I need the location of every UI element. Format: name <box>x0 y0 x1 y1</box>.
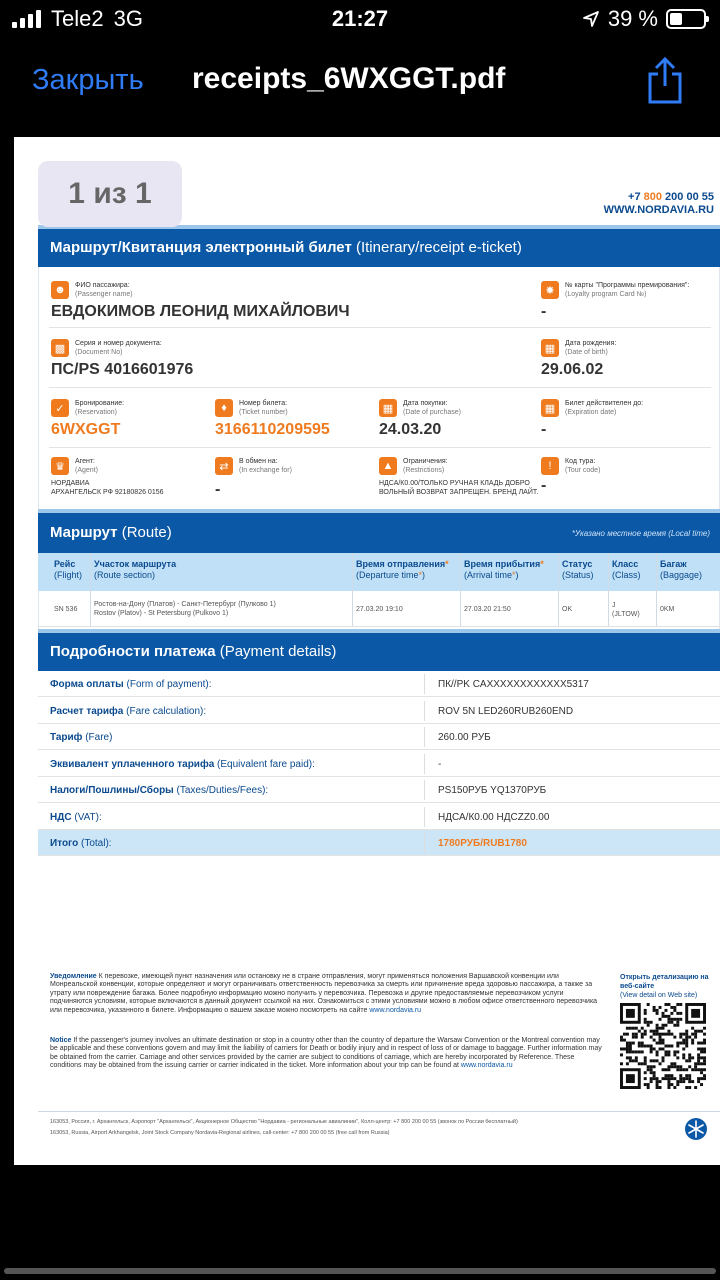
notice-ru: Уведомление К перевозке, имеющей пункт назначения или остановку не в стране отправления, могут применяться положения Варшавской конвенции или Монреальской конвенции, которые определяют и могут ограничивать ответственность перевозчика за смерть или причинение вреда здоровью пассажира, а также за утрату или повреждение багажа. Более подробную информацию можно получить у перевозчика. Перевозка и другие предоставляемые перевозчиком услуги подчиняются условиям, которые включаются в данный документ ссылкой на них. Ознакомиться с этими условиями можно в любом офисе ответственного перевозчика или перевозчика, указанного в билете. Информацию о вашем заказе можно посмотреть на сайте www.nordavia.ru <box>50 973 598 1014</box>
route-col-section: Участок маршрута (Route section) <box>94 559 177 580</box>
snowflake-logo-icon <box>684 1117 708 1141</box>
payment-value: ROV 5N LED260RUB260END <box>438 705 574 717</box>
share-icon[interactable] <box>644 56 686 106</box>
page-indicator: 1 из 1 <box>38 161 182 227</box>
document-title: receipts_6WXGGT.pdf <box>192 62 506 95</box>
passenger-name: ЕВДОКИМОВ ЛЕОНИД МИХАЙЛОВИЧ <box>51 303 350 320</box>
location-arrow-icon <box>582 10 600 28</box>
agent-value: НОРДАВИА АРХАНГЕЛЬСК РФ 92180826 0156 <box>51 480 164 496</box>
home-indicator[interactable] <box>4 1268 716 1274</box>
booking-class: J (JLTOW) <box>612 602 640 618</box>
payment-label: Налоги/Пошлины/Сборы (Taxes/Duties/Fees): <box>50 785 269 796</box>
payment-row <box>38 777 720 803</box>
star-burst-icon: ✸ <box>541 281 559 299</box>
payment-value: 260.00 РУБ <box>438 732 491 743</box>
status-bar <box>0 0 720 40</box>
expiration-date: - <box>541 421 547 438</box>
table-row <box>38 591 720 627</box>
shuffle-icon: ⇄ <box>215 457 233 475</box>
ticket-icon: ♦ <box>215 399 233 417</box>
ticket-number: 3166110209595 <box>215 421 330 438</box>
payment-row <box>38 671 720 697</box>
payment-label: Эквивалент уплаченного тарифа (Equivalent fare paid): <box>50 758 315 770</box>
itinerary-title: Маршрут/Квитанция электронный билет (Itinerary/receipt e-ticket) <box>38 229 720 267</box>
payment-label: Форма оплаты (Form of payment): <box>50 679 212 690</box>
footer-ru: 163053, Россия, г. Архангельск, Аэропорт "Архангельск", Акционерное Общество "Нордавиа - региональные авиалинии", Колл-центр: +7 800 200 00 55 (звонок по России бесплатный) <box>50 1119 518 1125</box>
qr-caption: Открыть детализацию на веб-сайте (View detail on Web site) <box>620 974 709 999</box>
battery-fill <box>670 13 682 25</box>
id-card-icon: ▩ <box>51 339 69 357</box>
local-time-note: *Указано местное время (Local time) <box>571 529 710 538</box>
arrival-time: 27.03.20 21:50 <box>464 606 511 613</box>
network-type: 3G <box>113 6 143 31</box>
calendar-icon: ▦ <box>541 399 559 417</box>
tour-code-value: - <box>541 477 547 494</box>
route-col-status: Статус (Status) <box>562 559 594 580</box>
flight-status: OK <box>562 606 573 613</box>
payment-label: Итого (Total): <box>50 838 112 849</box>
purchase-date: 24.03.20 <box>379 421 442 438</box>
calendar-icon: ▦ <box>379 399 397 417</box>
warning-icon: ! <box>541 457 559 475</box>
departure-time: 27.03.20 19:10 <box>356 606 403 613</box>
nav-bar <box>0 40 720 130</box>
date-of-birth: 29.06.02 <box>541 361 604 378</box>
pdf-page[interactable] <box>14 137 720 1165</box>
baggage-allowance: 0KM <box>660 606 675 613</box>
payment-row <box>38 724 720 750</box>
shield-check-icon: ✓ <box>51 399 69 417</box>
payment-row <box>38 698 720 724</box>
clock: 21:27 <box>331 6 389 31</box>
payment-row <box>38 804 720 830</box>
battery-icon <box>666 9 706 29</box>
payment-row <box>38 751 720 777</box>
footer-en: 163053, Russia, Airport Arkhangelsk, Joint Stock Company Nordavia-Regional airlines, call-center: +7 800 200 00 55 (free call from Russia) <box>50 1130 390 1136</box>
contact-phone: +7 800 200 00 55 <box>628 191 714 203</box>
user-icon: ☻ <box>51 281 69 299</box>
carrier-name: Tele2 <box>51 6 104 31</box>
route-col-flight: Рейс (Flight) <box>54 559 83 580</box>
document-number: ПС/PS 4016601976 <box>51 361 194 378</box>
qr-code[interactable] <box>620 1003 706 1089</box>
route-col-baggage: Багаж (Baggage) <box>660 559 703 580</box>
total-row <box>38 830 720 856</box>
loyalty-value: - <box>541 303 547 320</box>
exchange-value: - <box>215 481 221 498</box>
payment-label: Расчет тарифа (Fare calculation): <box>50 705 207 717</box>
restrictions-value: НДСА/К0.00/ТОЛЬКО РУЧНАЯ КЛАДЬ ДОБРО ВОЛЬНЫЙ ВОЗВРАТ ЗАПРЕЩЕН. БРЕНД ЛАЙТ. <box>379 480 539 496</box>
route-title: Маршрут (Route) *Указано местное время (Local time) <box>38 513 720 553</box>
fire-icon: ▲ <box>379 457 397 475</box>
reservation-code: 6WXGGT <box>51 421 121 438</box>
payment-value: НДСА/К0.00 НДСZZ0.00 <box>438 811 550 823</box>
site-link[interactable]: www.nordavia.ru <box>460 1062 513 1070</box>
close-button[interactable]: Закрыть <box>32 64 144 96</box>
route-col-class: Класс (Class) <box>612 559 641 580</box>
notice-en: Notice If the passenger's journey involves an ultimate destination or stop in a country other than the country of departure the Warsaw Convention or the Montreal convention may be applicable and these conventions govern and may limit the liability of carriers for Death or bodily injury and in respect of loss of or damage to baggage. Further information may be obtained from the carrier. Carriage and other services provided by the carrier are subject to conditions of carriage, which are hereby incorporated by Reference. These conditions may be obtained from the issuing carrier or carrier indicated in the ticket. More information about your trip can be found at www.nordavia.ru <box>50 1037 602 1070</box>
battery-percent: 39 % <box>607 6 658 31</box>
crown-icon: ♛ <box>51 457 69 475</box>
status-right <box>582 6 706 32</box>
flight-number: SN 536 <box>54 606 78 613</box>
route-table-header <box>38 553 720 591</box>
route-col-departure: Время отправления* (Departure time*) <box>356 559 449 580</box>
calendar-icon: ▦ <box>541 339 559 357</box>
passenger-details: ☻ ФИО пассажира: (Passenger name) ЕВДОКИМОВ ЛЕОНИД МИХАЙЛОВИЧ ✸ № карты "Программы премирования": (Loyalty program Card №) - ▩ Серия и номер документа: (Document No) ПС/PS 4016601976 ▦ Дата рождения: (Date of birth) 29.06.02 ✓ Бронирование: (Reservation) 6WXGGT ♦ Номер билета: (Ticket number) 3166110209595 ▦ Дата покупки: (Date of purchase) 24.03.20 ▦ Билет действителен до: (Expiration date) - ♛ Агент: (Agent) НОРДАВИА АРХАНГЕЛЬСК РФ 92180826 0156 ⇄ В обмен на: (In exchange for) - ▲ Ограничения: (Restrictions) НДСА/К0.00/ТОЛЬКО РУЧНАЯ КЛАДЬ ДОБРО ВОЛЬНЫЙ ВОЗВРАТ ЗАПРЕЩЕН. БРЕНД ЛАЙТ. ! Код тура: (Tour code) - <box>38 267 720 647</box>
payment-value: PS150РУБ YQ1370РУБ <box>438 785 547 796</box>
contact-block <box>604 191 714 217</box>
payment-label: НДС (VAT): <box>50 811 102 823</box>
payment-value: ПК//PK CAXXXXXXXXXXXX5317 <box>438 679 589 690</box>
route-section: Ростов-на-Дону (Платов) - Санкт-Петербург (Пулково 1) Rostov (Platov) - St Petersburg (Pulkovo 1) <box>94 601 276 617</box>
contact-site: WWW.NORDAVIA.RU <box>603 204 714 216</box>
payment-value: - <box>438 758 442 770</box>
site-link[interactable]: www.nordavia.ru <box>369 1006 422 1014</box>
payment-title: Подробности платежа (Payment details) <box>38 633 720 671</box>
payment-label: Тариф (Fare) <box>50 732 113 743</box>
route-col-arrival: Время прибытия* (Arrival time*) <box>464 559 544 580</box>
payment-value: 1780РУБ/RUB1780 <box>438 838 527 849</box>
